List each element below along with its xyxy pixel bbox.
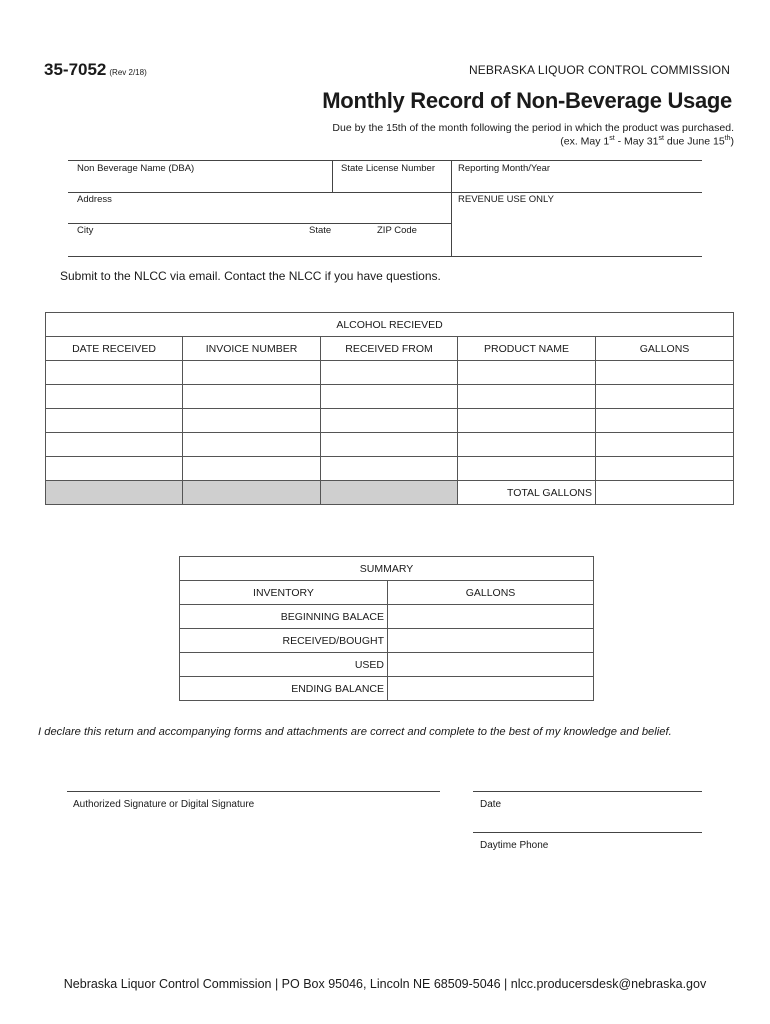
summary-header-row (180, 581, 594, 605)
name-field[interactable]: Non Beverage Name (DBA) (77, 163, 195, 174)
col-invoice-number: INVOICE NUMBER (183, 337, 321, 361)
declaration-text: I declare this return and accompanying forms and attachments are correct and complete to the best of my knowledge and belief. (38, 726, 672, 738)
agency-name: NEBRASKA LIQUOR CONTROL COMMISSION (469, 63, 730, 77)
alcohol-header-row (46, 337, 734, 361)
alcohol-title-row (46, 313, 734, 337)
table-row (46, 433, 734, 457)
from-cell[interactable] (321, 361, 458, 385)
alcohol-received-table (45, 312, 734, 505)
phone-label: Daytime Phone (480, 840, 549, 851)
gallons-cell[interactable] (596, 433, 734, 457)
received-bought-label: RECEIVED/BOUGHT (180, 629, 388, 653)
product-cell[interactable] (458, 361, 596, 385)
table-row (46, 385, 734, 409)
col-summary-gallons: GALLONS (388, 581, 594, 605)
gallons-cell[interactable] (596, 385, 734, 409)
alcohol-table-title: ALCOHOL RECIEVED (46, 313, 734, 337)
state-field[interactable]: State (309, 225, 332, 236)
reporting-month-field[interactable]: Reporting Month/Year (458, 163, 551, 174)
table-row (46, 361, 734, 385)
city-field[interactable]: City (77, 225, 94, 236)
from-cell[interactable] (321, 409, 458, 433)
revision-text: (Rev 2/18) (109, 68, 147, 77)
ending-balance-cell[interactable] (388, 677, 594, 701)
total-gallons-cell[interactable] (596, 481, 734, 505)
info-line-2 (68, 192, 702, 193)
revenue-use-only-label: REVENUE USE ONLY (458, 194, 554, 205)
summary-title-row (180, 557, 594, 581)
signature-label: Authorized Signature or Digital Signature (73, 799, 255, 810)
from-cell[interactable] (321, 433, 458, 457)
form-number (44, 60, 147, 80)
invoice-cell[interactable] (183, 433, 321, 457)
col-received-from: RECEIVED FROM (321, 337, 458, 361)
table-row (46, 409, 734, 433)
product-cell[interactable] (458, 385, 596, 409)
table-row (180, 653, 594, 677)
form-number-text: 35-7052 (44, 60, 107, 79)
date-cell[interactable] (46, 361, 183, 385)
table-row (180, 605, 594, 629)
product-cell[interactable] (458, 457, 596, 481)
invoice-cell[interactable] (183, 385, 321, 409)
invoice-cell[interactable] (183, 409, 321, 433)
date-cell[interactable] (46, 433, 183, 457)
col-product-name: PRODUCT NAME (458, 337, 596, 361)
from-cell[interactable] (321, 457, 458, 481)
shaded-cell (46, 481, 183, 505)
date-line[interactable] (473, 791, 702, 792)
table-row (180, 629, 594, 653)
zip-field[interactable]: ZIP Code (377, 225, 417, 236)
shaded-cell (321, 481, 458, 505)
beginning-balance-cell[interactable] (388, 605, 594, 629)
footer-contact: Nebraska Liquor Control Commission | PO Box 95046, Lincoln NE 68509-5046 | nlcc.producersdesk@nebraska.gov (63, 977, 707, 991)
info-divider-2 (451, 160, 452, 256)
used-label: USED (180, 653, 388, 677)
from-cell[interactable] (321, 385, 458, 409)
info-line-3 (68, 223, 452, 224)
gallons-cell[interactable] (596, 409, 734, 433)
info-bottom-line (68, 256, 702, 257)
product-cell[interactable] (458, 409, 596, 433)
invoice-cell[interactable] (183, 361, 321, 385)
phone-line[interactable] (473, 832, 702, 833)
date-cell[interactable] (46, 457, 183, 481)
col-date-received: DATE RECEIVED (46, 337, 183, 361)
due-note-line1: Due by the 15th of the month following the period in which the product was purchased. (332, 122, 734, 134)
shaded-cell (183, 481, 321, 505)
total-gallons-label: TOTAL GALLONS (458, 481, 596, 505)
signature-line[interactable] (67, 791, 440, 792)
col-inventory: INVENTORY (180, 581, 388, 605)
date-label: Date (480, 799, 502, 810)
summary-title: SUMMARY (180, 557, 594, 581)
table-row (180, 677, 594, 701)
ending-balance-label: ENDING BALANCE (180, 677, 388, 701)
invoice-cell[interactable] (183, 457, 321, 481)
col-gallons: GALLONS (596, 337, 734, 361)
address-field[interactable]: Address (77, 194, 112, 205)
beginning-balance-label: BEGINNING BALACE (180, 605, 388, 629)
product-cell[interactable] (458, 433, 596, 457)
due-note-line2: (ex. May 1st - May 31st due June 15th) (560, 135, 734, 148)
gallons-cell[interactable] (596, 457, 734, 481)
table-row (46, 457, 734, 481)
license-field[interactable]: State License Number (341, 163, 435, 174)
info-top-line (68, 160, 702, 161)
total-row (46, 481, 734, 505)
date-cell[interactable] (46, 385, 183, 409)
used-cell[interactable] (388, 653, 594, 677)
gallons-cell[interactable] (596, 361, 734, 385)
submit-note: Submit to the NLCC via email. Contact the NLCC if you have questions. (60, 269, 441, 283)
summary-table (179, 556, 594, 701)
received-bought-cell[interactable] (388, 629, 594, 653)
info-divider-1 (332, 160, 333, 192)
page-title: Monthly Record of Non-Beverage Usage (322, 88, 732, 113)
date-cell[interactable] (46, 409, 183, 433)
